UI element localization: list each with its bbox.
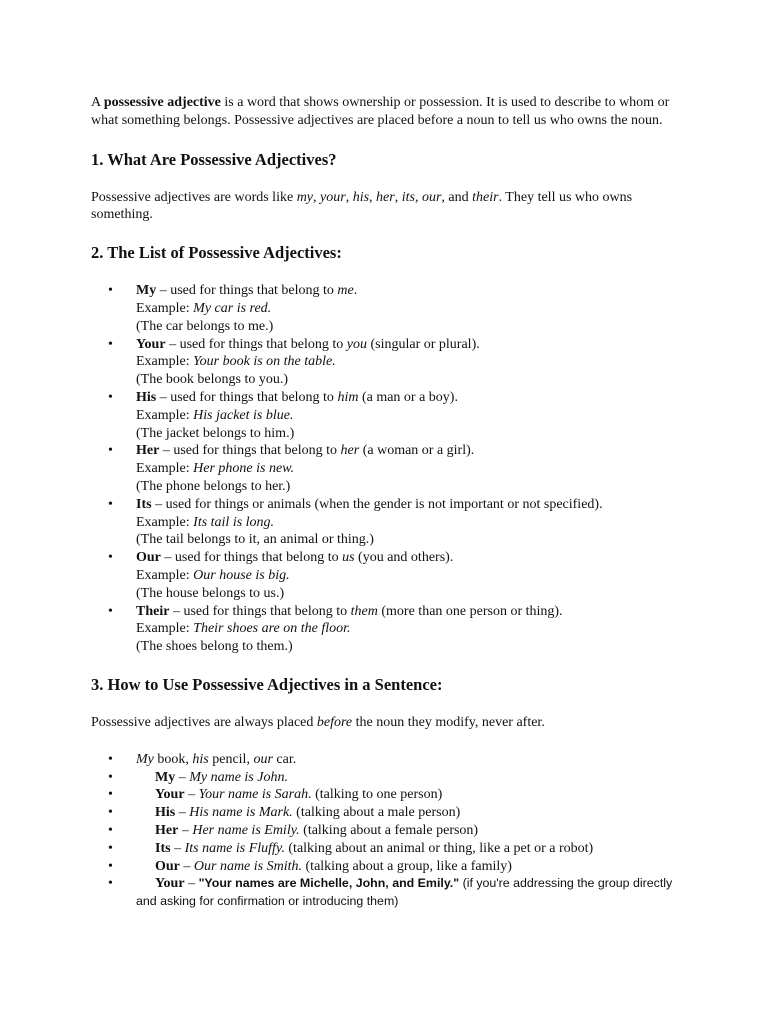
section-3-tail: the noun they modify, never after. [352,714,545,730]
usage-quote: "Your names are Michelle, John, and Emily." [198,876,460,891]
adjective-after: (you and others). [354,550,454,566]
document-page [91,94,681,930]
example-label: Example: [136,407,194,423]
example-note: (The book belongs to you.) [136,372,289,388]
adjective-word: Our [136,550,161,566]
example-note: (The jacket belongs to him.) [136,425,295,441]
section-3-emphasis: before [316,714,353,730]
example-label: Example: [136,461,194,477]
adjective-pronoun: us [342,550,355,566]
adjective-word: His [136,389,157,405]
example-note: (The shoes belong to them.) [136,639,293,655]
list-item [136,840,681,858]
example-line [136,620,681,638]
section-1-heading: 1. What Are Possessive Adjectives? [91,149,337,169]
word-his: his [352,189,370,205]
section-3-heading: 3. How to Use Possessive Adjectives in a Sentence: [91,674,443,694]
adjective-pronoun: you [346,336,367,352]
section-3-paragraph [91,714,681,732]
list-item [136,442,681,495]
usage-sentence: Our name is Smith. [193,858,303,874]
adjective-word: My [136,283,157,299]
example-label: Example: [136,621,194,637]
usage-note: (talking about a group, like a family) [302,858,512,874]
usage-word: Its [155,840,171,856]
usage-word: Your [155,876,185,892]
section-3-lead: Possessive adjectives are always placed [91,714,317,730]
section-2-heading: 2. The List of Possessive Adjectives: [91,243,342,263]
usage-dash: – [175,805,190,821]
usage-example [136,823,478,838]
word-my: my [296,189,314,205]
usage-dash: – [178,822,193,838]
usage-note: (talking about an animal or thing, like a pet or a robot) [284,840,594,856]
example-note: (The house belongs to us.) [136,585,285,601]
word-their: their [472,189,499,205]
list-item [136,336,681,389]
example-label: Example: [136,300,194,316]
usage-dash: – [175,769,190,785]
adjective-pronoun: her [340,443,360,459]
example-line [136,407,681,425]
list-item [136,496,681,549]
adjective-pronoun: them [350,603,378,619]
example-text: Your book is on the table. [193,354,336,370]
adjective-list [91,282,681,656]
adjective-desc: – used for things or animals (when the gender is not important or not specified). [151,496,603,512]
usage-dash: – [179,858,194,874]
usage-dash: – [184,787,199,803]
adjective-desc: – used for things that belong to [165,336,347,352]
adjective-after: (a man or a boy). [358,389,458,405]
example-line [136,567,681,585]
example-text: My car is red. [193,300,272,316]
list-item [136,751,681,769]
word-your: your [320,189,346,205]
example-line [136,353,681,371]
adjective-desc: – used for things that belong to [156,389,338,405]
section-1-tail: . They tell us who owns something. [91,189,633,223]
usage-word: Your [155,787,185,803]
word-her: her [376,189,395,205]
example-label: Example: [136,567,194,583]
usage-example [136,841,593,856]
usage-note: (talking about a female person) [299,822,479,838]
example-text: Their shoes are on the floor. [193,621,351,637]
usage-dash: – [184,876,199,892]
example-line [136,300,681,318]
list-item [136,786,681,804]
usage-note: (talking about a male person) [292,805,461,821]
usage-word: Her [155,822,179,838]
usage-sentence: My name is John. [189,769,288,785]
usage-example [136,787,442,802]
adjective-desc: – used for things that belong to [169,603,351,619]
usage-example [136,859,512,874]
usage-example [136,876,459,891]
usage-dash: – [170,840,185,856]
intro-rest: is a word that shows ownership or possession. It is used to describe to whom or what something belongs. Possessive adjectives are placed before a noun to tell us who owns the noun. [91,95,670,128]
usage-word: My [136,751,154,767]
usage-text: book, [153,751,193,767]
usage-word: his [192,751,209,767]
usage-example [136,770,288,785]
word-our: our [421,189,442,205]
usage-text: car. [272,751,297,767]
adjective-word: Their [136,603,170,619]
list-item [136,769,681,787]
example-text: Its tail is long. [193,514,275,530]
section-1-lead: Possessive adjectives are words like [91,189,297,205]
example-text: His jacket is blue. [193,407,294,423]
example-line [136,514,681,532]
usage-sentence: Your name is Sarah. [198,787,312,803]
list-item [136,603,681,656]
usage-list [91,751,681,911]
list-item [136,282,681,335]
adjective-word: Your [136,336,166,352]
adjective-pronoun: him [337,389,359,405]
usage-word: His [155,805,176,821]
usage-note: (if you're addressing the group directly and asking for confirmation or introducing them) [136,876,673,909]
intro-paragraph [91,94,681,130]
usage-sentence: Her name is Emily. [192,822,300,838]
intro-term: possessive adjective [103,95,221,110]
adjective-after: (singular or plural). [366,336,480,352]
adjective-after: (a woman or a girl). [359,443,475,459]
adjective-desc: – used for things that belong to [156,283,338,299]
usage-example [136,805,460,820]
usage-sentence: His name is Mark. [189,805,293,821]
usage-sentence: Its name is Fluffy. [184,840,285,856]
adjective-desc: – used for things that belong to [160,550,343,566]
list-item [136,858,681,876]
section-1-and: , and [441,189,473,205]
usage-word: Our [155,858,180,874]
adjective-word: Its [136,496,152,512]
example-note: (The phone belongs to her.) [136,478,291,494]
example-label: Example: [136,354,194,370]
adjective-after: (more than one person or thing). [377,603,563,619]
example-text: Our house is big. [193,567,290,583]
intro-lead: A [91,95,104,110]
section-1-paragraph: Possessive adjectives are words like my, your, his, her, its, our, and their. They tell us who owns something. [91,189,633,223]
list-item [136,549,681,602]
usage-word: My [155,769,176,785]
usage-text: pencil, [208,751,254,767]
adjective-word: Her [136,443,160,459]
list-item [136,389,681,442]
adjective-after: . [353,283,358,299]
example-note: (The car belongs to me.) [136,318,274,334]
example-label: Example: [136,514,194,530]
word-its: its [401,189,415,205]
adjective-desc: – used for things that belong to [159,443,341,459]
list-item [136,875,681,911]
usage-note: (talking to one person) [311,787,443,803]
usage-word: our [253,751,273,767]
adjective-pronoun: me [337,283,354,299]
example-note: (The tail belongs to it, an animal or thing.) [136,532,374,548]
list-item [136,822,681,840]
list-item [136,804,681,822]
example-text: Her phone is new. [193,461,294,477]
example-line [136,460,681,478]
